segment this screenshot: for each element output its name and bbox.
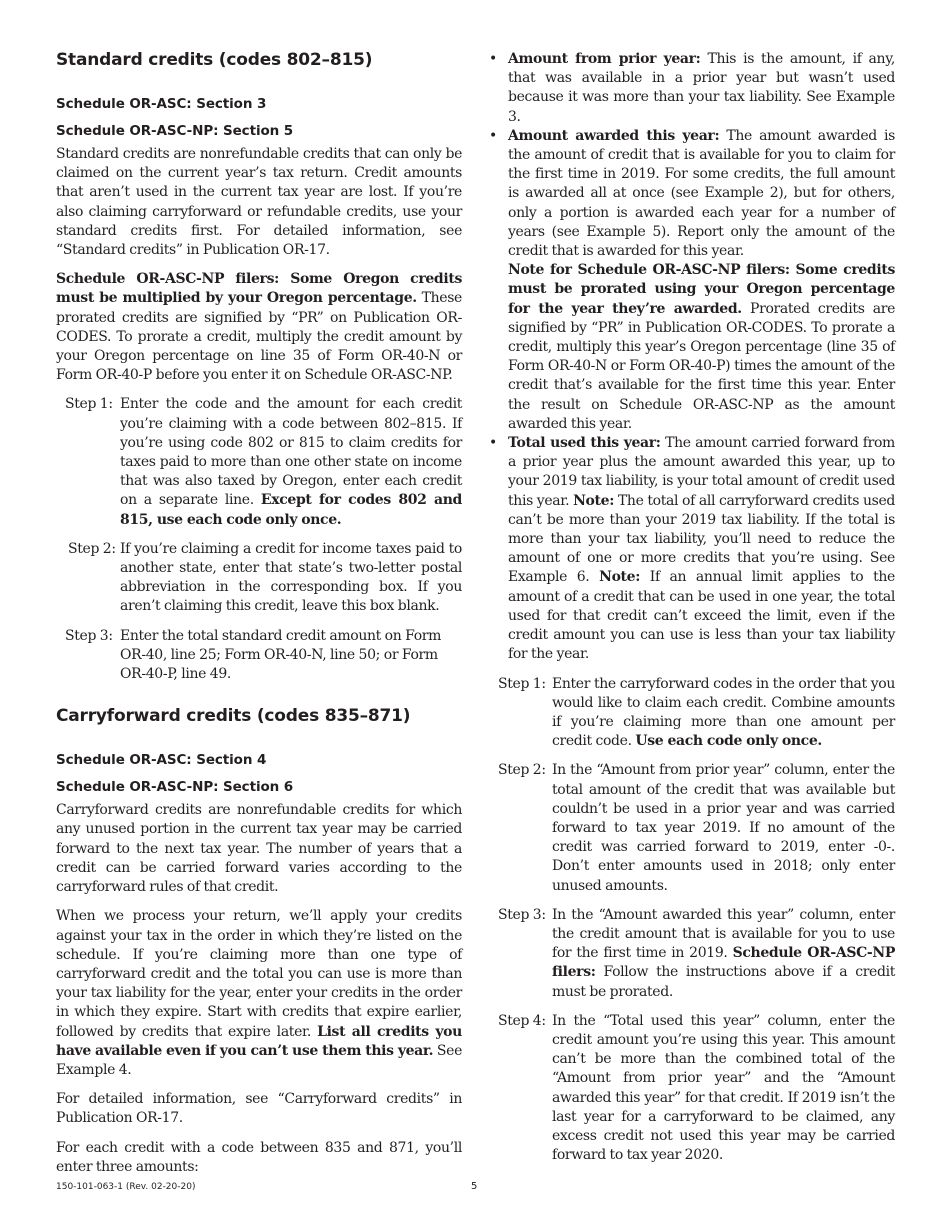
page-number: 5 [471,1181,478,1192]
step-label: Step 1: [65,396,113,413]
standard-credits-heading: Standard credits (codes 802–815) [56,50,373,70]
carryforward-step-2 [488,761,895,895]
step-text: If you’re claiming a credit for income taxes paid to another state, enter that state’s two-letter postal abbreviation in the corresponding box. If you aren’t claiming this credit, leave this box blank. [120,540,462,615]
step-label: Step 1: [498,675,546,692]
np-filers-bold: Schedule OR-ASC-NP filers: Some Oregon credits must be multiplied by your Oregon percentage. [56,271,462,307]
step-text: In the “Amount from prior year” column, enter the total amount of the credit that was available but couldn’t be used in a prior year and was carried forward to tax year 2019. If no amount of the credit was carried forward to 2019, enter -0-. Don’t enter amounts used in 2018; only enter unused amounts. [552,762,895,894]
standard-credits-np-paragraph [56,270,462,385]
standard-credits-paragraph: Standard credits are nonrefundable credits that can only be claimed on the current year’s tax return. Credit amounts that aren’t used in the current tax year are lost. If you’re also claiming carryforward or refundable credits, use your standard credits first. For detailed information, see “Standard credits” in Publication OR-17. [56,146,462,259]
carryforward-subheading-asc: Schedule OR-ASC: Section 4 [56,752,267,769]
bullet-total-used: • Total used this year: The amount carried forward from a prior year plus the amount awarded this year, up to your 2019 tax liability, is your total amount of credit used this year. Note: The total of all carryforward credits used can’t be more than your 2019 tax liability. If the total is more than your tax liability, you’ll need to reduce the amount of one or more credits that you’re using. See Example 6. Note: If an annual limit applies to the amount of a credit that can be used in one year, the total used for that credit can’t exceed the limit, even if the credit amount you can use is less than your tax liability for the year. [489,435,895,663]
np-filers-note: Note for Schedule OR-ASC-NP filers: Some credits must be prorated using your Oregon percentage for the year they’re awarded. Prorated credits are signified by “PR” in Publication OR-CODES. To prorate a credit, multiply this year’s Oregon percentage (line 35 of Form OR-40-N or Form OR-40-P) times the amount of the credit that’s available for the first time this year. Enter the result on Schedule OR-ASC-NP as the amount awarded this year. [508,262,896,432]
amount-bullet-list [488,50,895,261]
step-label: Step 3: [498,906,546,923]
left-column [56,50,462,1177]
bullet-amount-prior-year: • Amount from prior year: This is the amount, if any, that was available in a prior year but wasn’t used because it was more than your tax liability. See Example 3. [489,51,895,125]
total-used-bullet-list [488,434,895,664]
step-text: In the “Amount awarded this year” column, enter the credit amount that is available for you to use for the first time in 2019. Schedule OR-ASC-NP filers: Follow the instructions above if a credit must be prorated. [552,906,895,1000]
carryforward-paragraph-3: For detailed information, see “Carryforward credits” in Publication OR-17. [56,1091,462,1127]
step-text: In the “Total used this year” column, enter the credit amount you’re using this year. This amount can’t be more than the combined total of the “Amount from prior year” and the “Amount awarded this year” for that credit. If 2019 isn’t the last year for a carryforward to be claimed, any excess credit not used this year may be carried forward to tax year 2020. [552,1012,895,1164]
standard-step-2 [56,540,462,617]
step-label: Step 3: [65,627,113,644]
np-filers-text: These prorated credits are signified by “PR” on Publication OR-CODES. To prorate a credit, multiply the credit amount by your Oregon percentage on line 35 of Form OR-40-N or Form OR-40-P before you enter it on Schedule OR-ASC-NP. [56,290,462,384]
standard-credits-subheading-asc-np: Schedule OR-ASC-NP: Section 5 [56,123,294,139]
standard-step-1 [56,395,462,529]
step-label: Step 4: [498,1012,546,1029]
form-number: 150-101-063-1 (Rev. 02-20-20) [56,1182,196,1192]
standard-step-3 [56,627,462,685]
carryforward-credits-heading: Carryforward credits (codes 835–871) [56,706,411,727]
carryforward-paragraph-1: Carryforward credits are nonrefundable credits for which any unused portion in the current tax year may be carried forward to the next tax year. The number of years that a credit can be carried forward varies according to the carryforward rules of that credit. [56,802,462,896]
step-text: Enter the carryforward codes in the order that you would like to claim each credit. Combine amounts if you’re claiming more than one amount per credit code. Use each code only once. [552,675,895,750]
step-label: Step 2: [498,762,546,779]
carryforward-step-1 [488,675,895,752]
carryforward-paragraph-2: When we process your return, we’ll apply your credits against your tax in the order in which they’re listed on the schedule. If you’re claiming more than one type of carryforward credit and the total you can use is more than your tax liability for the year, enter your credits in the order in which they expire. Start with credits that expire earlier, followed by credits that expire later. List all credits you have available even if you can’t use them this year. See Example 4. [56,908,463,1078]
right-column [488,50,895,1175]
bullet-amount-awarded: • Amount awarded this year: The amount awarded is the amount of credit that is available for you to claim for the first time in 2019. For some credits, the full amount is awarded all at once (see Example 2), but for others, only a portion is awarded each year for a number of years (see Example 5). Report only the amount of the credit that is awarded for this year. [489,127,895,260]
carryforward-step-3 [488,906,895,1002]
carryforward-step-4 [488,1012,895,1166]
carryforward-subheading-asc-np: Schedule OR-ASC-NP: Section 6 [56,779,294,796]
step-text: Enter the code and the amount for each credit you’re claiming with a code between 802–815. If you’re using code 802 or 815 to claim credits for taxes paid to more than one other state on income that was also taxed by Oregon, enter each credit on a separate line. Except for codes 802 and 815, use each code only once. [120,396,462,528]
step-text: Enter the total standard credit amount on Form OR-40, line 25; Form OR-40-N, line 50; or Form OR-40-P, line 49. [120,627,442,683]
step-label: Step 2: [68,540,116,557]
carryforward-paragraph-4: For each credit with a code between 835 and 871, you’ll enter three amounts: [56,1139,462,1175]
standard-credits-subheading-asc: Schedule OR-ASC: Section 3 [56,96,267,112]
